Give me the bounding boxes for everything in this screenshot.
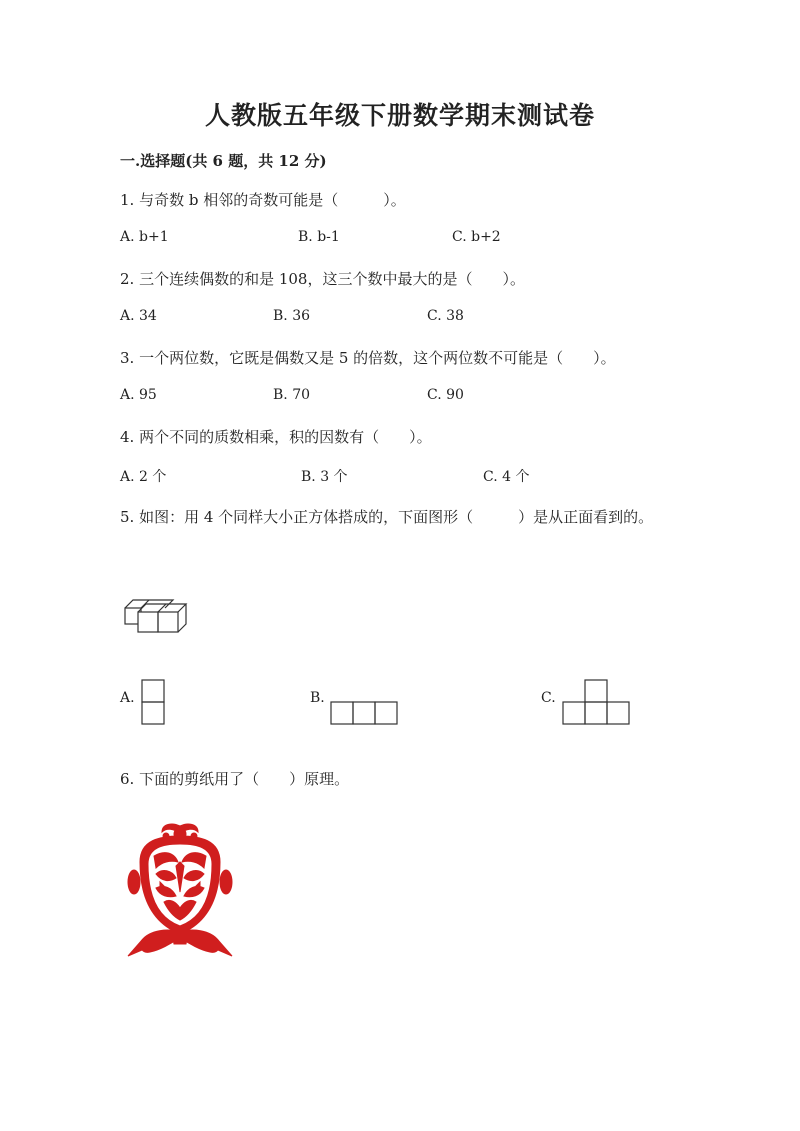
- question-1-option-a: A. b+1: [120, 229, 169, 245]
- cube-arrangement-figure: [120, 596, 190, 638]
- question-5-option-b-label: B.: [310, 690, 325, 706]
- papercut-image: [120, 822, 240, 960]
- question-4-stem: 4. 两个不同的质数相乘，积的因数有（ ）。: [120, 428, 432, 446]
- question-3-option-c: C. 90: [427, 387, 464, 403]
- question-1-stem: 1. 与奇数 b 相邻的奇数可能是（ ）。: [120, 191, 406, 209]
- question-5-stem: 5. 如图：用 4 个同样大小正方体搭成的，下面图形（ ）是从正面看到的。: [120, 508, 654, 526]
- question-2-option-a: A. 34: [120, 308, 157, 324]
- question-4-option-b: B. 3 个: [301, 469, 348, 485]
- question-4-option-c: C. 4 个: [483, 469, 530, 485]
- section-heading: 一.选择题(共 6 题，共 12 分): [120, 152, 327, 170]
- question-1-option-c: C. b+2: [452, 229, 501, 245]
- page-title: 人教版五年级下册数学期末测试卷: [204, 101, 595, 130]
- option-c-front-view-figure: [562, 679, 630, 725]
- question-4-option-a: A. 2 个: [120, 469, 167, 485]
- question-3-stem: 3. 一个两位数，它既是偶数又是 5 的倍数，这个两位数不可能是（ ）。: [120, 349, 616, 367]
- question-5-option-c-label: C.: [541, 690, 556, 706]
- question-1-option-b: B. b-1: [298, 229, 340, 245]
- question-2-stem: 2. 三个连续偶数的和是 108，这三个数中最大的是（ ）。: [120, 270, 525, 288]
- question-3-option-b: B. 70: [273, 387, 311, 403]
- question-2-option-b: B. 36: [273, 308, 311, 324]
- question-3-option-a: A. 95: [120, 387, 157, 403]
- option-b-front-view-figure: [330, 701, 398, 725]
- question-5-option-a-label: A.: [120, 690, 135, 706]
- option-a-front-view-figure: [141, 679, 165, 725]
- question-6-stem: 6. 下面的剪纸用了（ ）原理。: [120, 770, 350, 788]
- question-2-option-c: C. 38: [427, 308, 464, 324]
